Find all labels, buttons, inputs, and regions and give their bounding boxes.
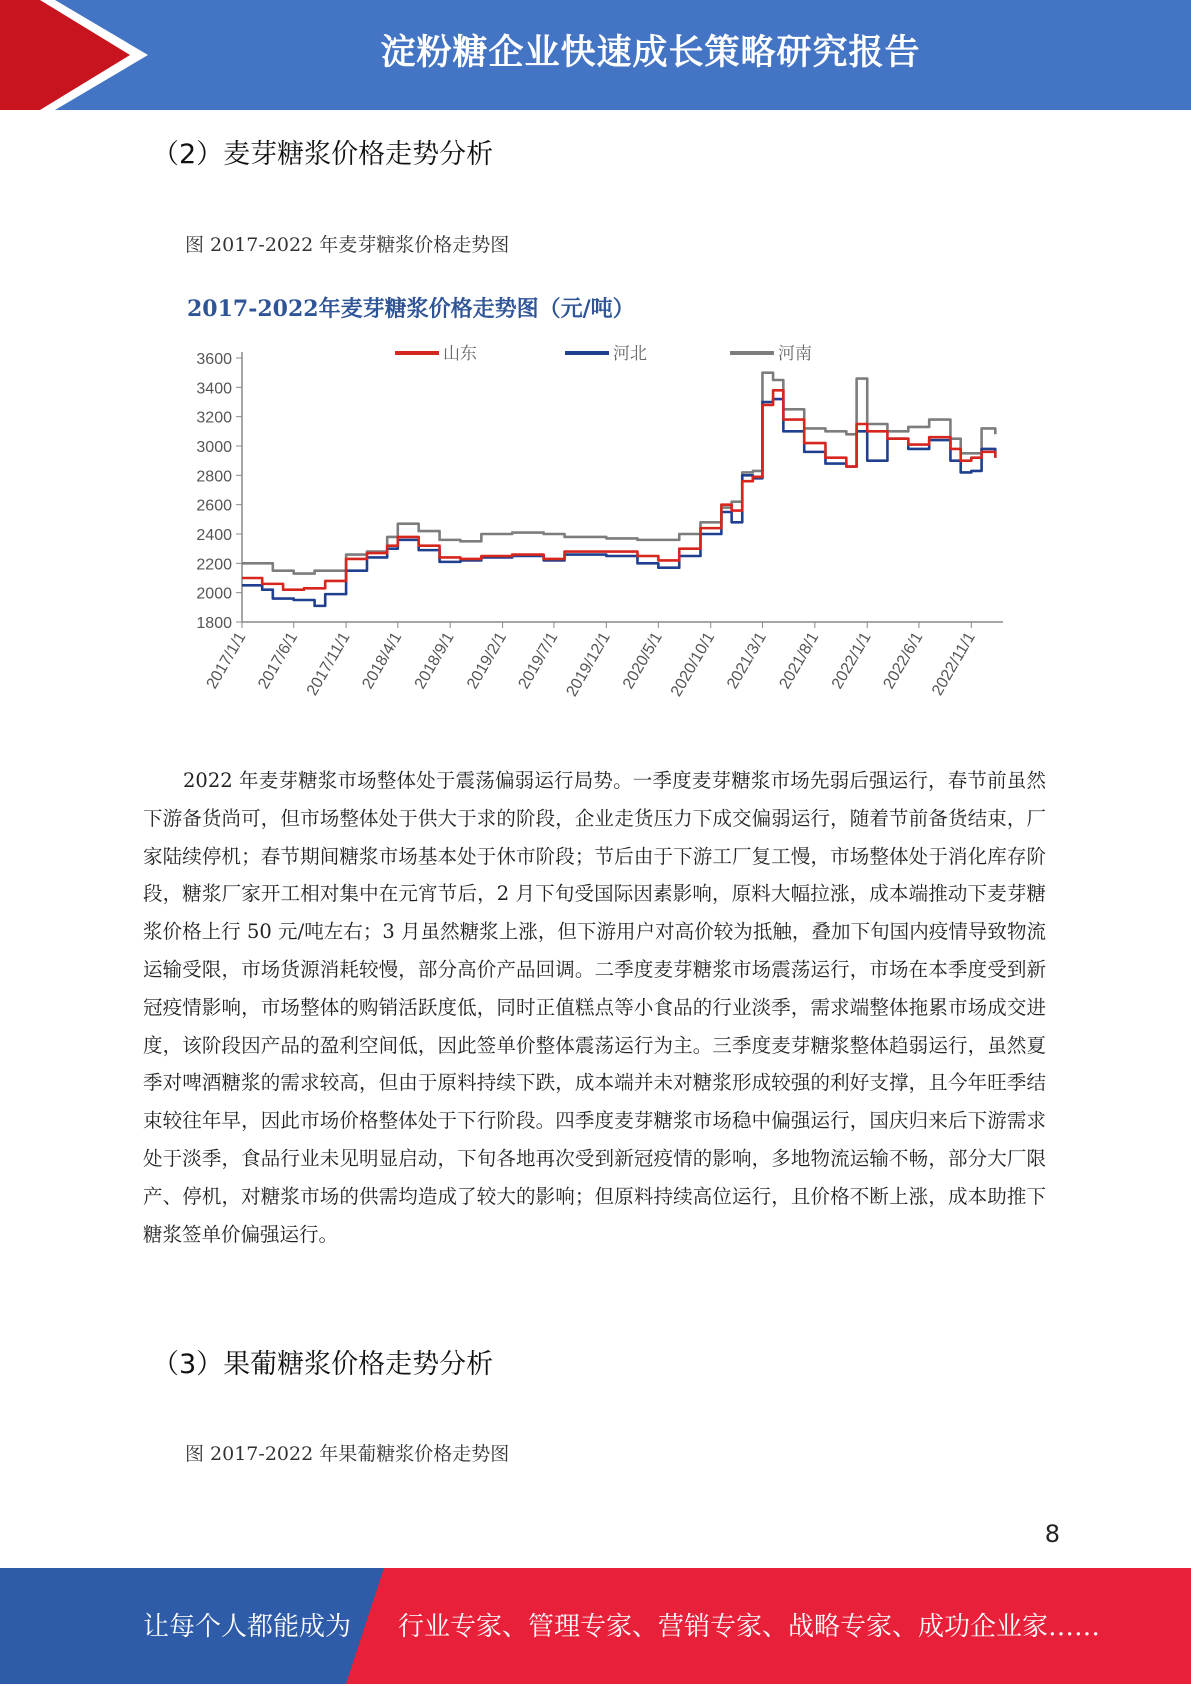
x-tick-label: 2022/11/1: [929, 629, 979, 699]
x-tick-label: 2019/2/1: [464, 629, 511, 692]
legend-item: [730, 344, 812, 364]
legend-label: 河南: [778, 344, 812, 364]
y-tick-label: 3200: [196, 409, 232, 427]
chart-title: 2017-2022年麦芽糖浆价格走势图（元/吨）: [187, 296, 635, 322]
chart-axes: [196, 351, 1003, 700]
x-tick-label: 2017/1/1: [203, 629, 250, 692]
report-title: 淀粉糖企业快速成长策略研究报告: [380, 33, 921, 73]
x-tick-label: 2021/3/1: [724, 629, 770, 692]
figure-caption-hfcs: 图 2017-2022 年果葡糖浆价格走势图: [185, 1443, 510, 1465]
x-tick-label: 2021/8/1: [776, 629, 823, 692]
page-footer: [0, 1568, 1191, 1684]
chart-series: [242, 373, 995, 606]
page-header: [0, 0, 1191, 110]
y-tick-label: 1800: [196, 615, 232, 632]
section-heading-hfcs: （3）果葡糖浆价格走势分析: [152, 1349, 494, 1380]
x-tick-label: 2022/6/1: [880, 629, 927, 692]
series-line-henan: [242, 373, 995, 574]
y-tick-label: 2000: [196, 585, 232, 603]
page-number: 8: [1044, 1520, 1060, 1548]
y-tick-label: 2200: [196, 556, 232, 574]
x-tick-label: 2018/4/1: [359, 629, 406, 692]
y-tick-label: 3600: [196, 351, 232, 368]
x-tick-label: 2020/5/1: [619, 629, 666, 692]
legend-label: 山东: [443, 344, 477, 364]
x-tick-label: 2019/7/1: [515, 629, 562, 692]
x-tick-label: 2022/1/1: [828, 629, 875, 692]
footer-slogan-left: 让每个人都能成为: [143, 1612, 352, 1642]
footer-slogan-right: 行业专家、管理专家、营销专家、战略专家、成功企业家……: [398, 1612, 1101, 1642]
x-tick-label: 2019/12/1: [563, 629, 614, 700]
legend-item: [395, 344, 477, 364]
x-tick-label: 2020/10/1: [667, 629, 719, 700]
y-tick-label: 2800: [196, 468, 232, 486]
legend-label: 河北: [613, 344, 647, 364]
y-tick-label: 2600: [196, 497, 232, 515]
section-heading-maltose: （2）麦芽糖浆价格走势分析: [152, 139, 494, 170]
series-line-shandong: [242, 390, 995, 589]
y-tick-label: 3000: [196, 439, 232, 456]
header-chevron-graphic: [0, 0, 160, 110]
x-tick-label: 2017/6/1: [255, 629, 302, 692]
y-tick-label: 2400: [196, 527, 232, 544]
x-tick-label: 2018/9/1: [411, 629, 458, 692]
maltose-price-chart: [175, 290, 1025, 730]
y-tick-label: 3400: [196, 380, 232, 398]
legend-item: [565, 344, 647, 364]
chart-legend: [395, 344, 812, 364]
x-tick-label: 2017/11/1: [303, 629, 354, 699]
figure-caption-maltose: 图 2017-2022 年麦芽糖浆价格走势图: [185, 234, 510, 256]
analysis-paragraph: 2022 年麦芽糖浆市场整体处于震荡偏弱运行局势。一季度麦芽糖浆市场先弱后强运行，春节前虽然下游备货尚可，但市场整体处于供大于求的阶段，企业走货压力下成交偏弱运行，随着节前备货结束，厂家陆续停机；春节期间糖浆市场基本处于休市阶段；节后由于下游工厂复工慢，市场整体处于消化库存阶段，糖浆厂家开工相对集中在元宵节后，2 月下旬受国际因素影响，原料大幅拉涨，成本端推动下麦芽糖浆价格上行 50 元/吨左右；3 月虽然糖浆上涨，但下游用户对高价较为抵触，叠加下旬国内疫情导致物流运输受限，市场货源消耗较慢，部分高价产品回调。二季度麦芽糖浆市场震荡运行，市场在本季度受到新冠疫情影响，市场整体的购销活跃度低，同时正值糕点等小食品的行业淡季，需求端整体拖累市场成交进度，该阶段因产品的盈利空间低，因此签单价整体震荡运行为主。三季度麦芽糖浆整体趋弱运行，虽然夏季对啤酒糖浆的需求较高，但由于原料持续下跌，成本端并未对糖浆形成较强的利好支撑，且今年旺季结束较往年早，因此市场价格整体处于下行阶段。四季度麦芽糖浆市场稳中偏强运行，国庆归来后下游需求处于淡季，食品行业未见明显启动，下旬各地再次受到新冠疫情的影响，多地物流运输不畅，部分大厂限产、停机，对糖浆市场的供需均造成了较大的影响；但原料持续高位运行，且价格不断上涨，成本助推下糖浆签单价偏强运行。: [143, 769, 1046, 1246]
